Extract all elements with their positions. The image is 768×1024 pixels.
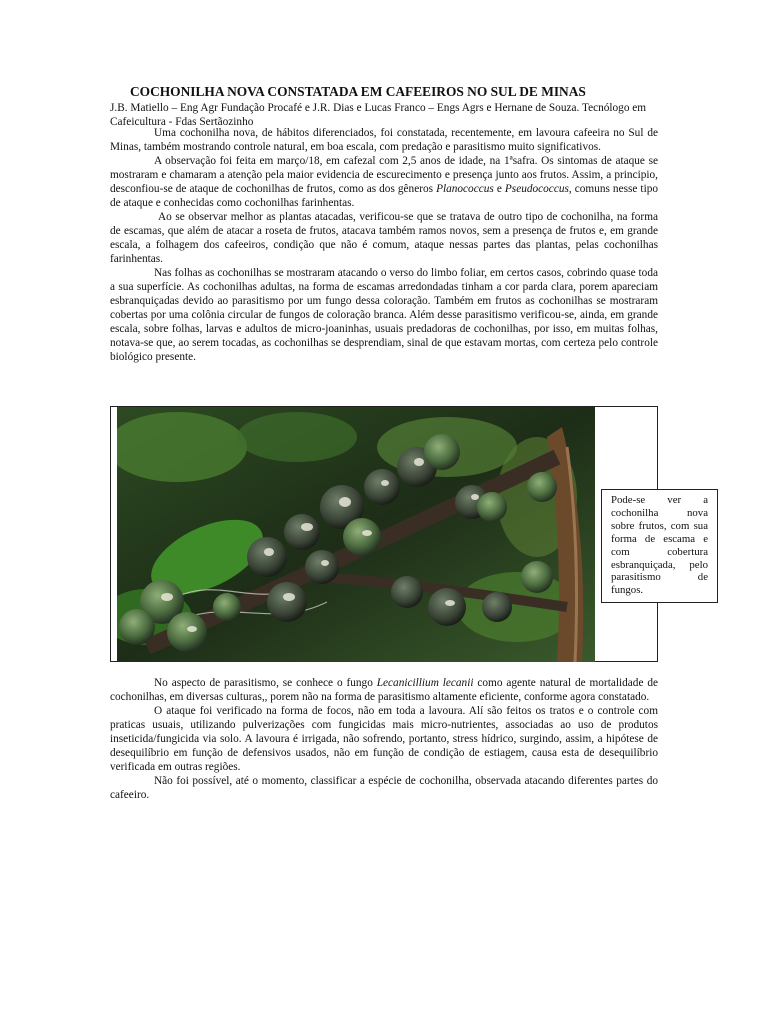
species-lecanicillium: Lecanicillium lecanii	[376, 677, 474, 689]
paragraph-observation-text-b: , comuns nesse tipo de ataque e conhecidas como cochonilhas farinhentas.	[110, 183, 659, 209]
figure-frame	[110, 406, 658, 662]
genus-conjunction: e	[493, 183, 505, 195]
paragraph-intro: Uma cochonilha nova, de hábitos diferenciados, foi constatada, recentemente, em lavoura cafeeira no Sul de Minas, também mostrando controle natural, em boa escala, com predação e parasitismo muito significativos.	[110, 127, 658, 153]
paragraph-scale-type: Ao se observar melhor as plantas atacadas, verificou-se que se tratava de outro tipo de cochonilha, na forma de escamas, que além de atacar a roseta de frutos, atacava também ramos novos, sem a presença de frutos e, em grande escala, a folhagem dos cafeeiros, condição que não é comum, ataque nessas partes das plantas, pelas cochonilhas farinhentas.	[110, 211, 658, 265]
article-body-top	[110, 126, 658, 364]
document-title: COCHONILHA NOVA CONSTATADA EM CAFEEIROS NO SUL DE MINAS	[130, 84, 586, 99]
paragraph-observation	[110, 154, 658, 210]
paragraph-parasitism	[110, 676, 658, 704]
paragraph-attack-foci: O ataque foi verificado na forma de focos, não em toda a lavoura. Alí são feitos os tratos e o controle com praticas usuais, utilizando pulverizações com fungicidas mais micro-nutrientes, associadas ao uso de produtos inseticida/fungicida via solo. A lavoura é irrigada, não sofrendo, portanto, stress hídrico, surgindo, assim, a hipótese de desequilíbrio em função de defensivos usados, não em função de condição de estiagem, causa esta de desequilíbrio verificada em outras regiões.	[110, 705, 658, 773]
paragraph-conclusion: Não foi possível, até o momento, classificar a espécie de cochonilha, observada atacando diferentes partes do cafeeiro.	[110, 775, 658, 801]
paragraph-parasitism-text-b: como agente natural de mortalidade de cochonilhas, em diversas culturas,, porem não na forma de parasitismo altamente eficiente, conforme agora constatado.	[110, 677, 658, 703]
genus-planococcus: Planococcus	[436, 183, 494, 195]
coffee-fruits-photo	[117, 407, 595, 662]
paragraph-leaves: Nas folhas as cochonilhas se mostraram atacando o verso do limbo foliar, em certos casos, cobrindo quase toda a sua superfície. As cochonilhas adultas, na forma de escamas arredondadas tinham a cor parda clara, porem apareciam esbranquiçadas devido ao parasitismo por um fungo dessa coloração. Também em frutos as cochonilhas se mostraram cobertas por uma colônia circular de fungos de coloração branca. Além desse parasitismo verificou-se, ainda, em grande escala, sobre folhas, larvas e adultos de micro-joaninhas, usuais predadoras de cochonilhas, por isso, em muitas folhas, notava-se que, ao serem tocadas, as cochonilhas se desprendiam, sinal de que estavam mortas, com certeza pelo controle biológico presente.	[110, 267, 658, 363]
paragraph-parasitism-text-a: No aspecto de parasitismo, se conhece o fungo	[154, 677, 377, 689]
figure-caption: Pode-se ver a cochonilha nova sobre frutos, com sua forma de escama e com cobertura esbranquiçada, pelo parasitismo de fungos.	[601, 489, 718, 603]
authors-line: J.B. Matiello – Eng Agr Fundação Procafé e J.R. Dias e Lucas Franco – Engs Agrs e Hernane de Souza. Tecnólogo em Cafeicultura - Fdas Sertãozinho	[110, 102, 647, 128]
genus-pseudococcus: Pseudococcus	[504, 183, 569, 195]
article-body-bottom	[110, 676, 658, 802]
paragraph-observation-text-a: A observação foi feita em março/18, em cafezal com 2,5 anos de idade, na 1ªsafra. Os sintomas de ataque se mostraram e chamaram a atenção pela maior evidencia de escurecimento e presença junto aos frutos. Assim, a principio, desconfiou-se de ataque de cochonilhas de frutos, como as dos gêneros	[110, 155, 658, 195]
